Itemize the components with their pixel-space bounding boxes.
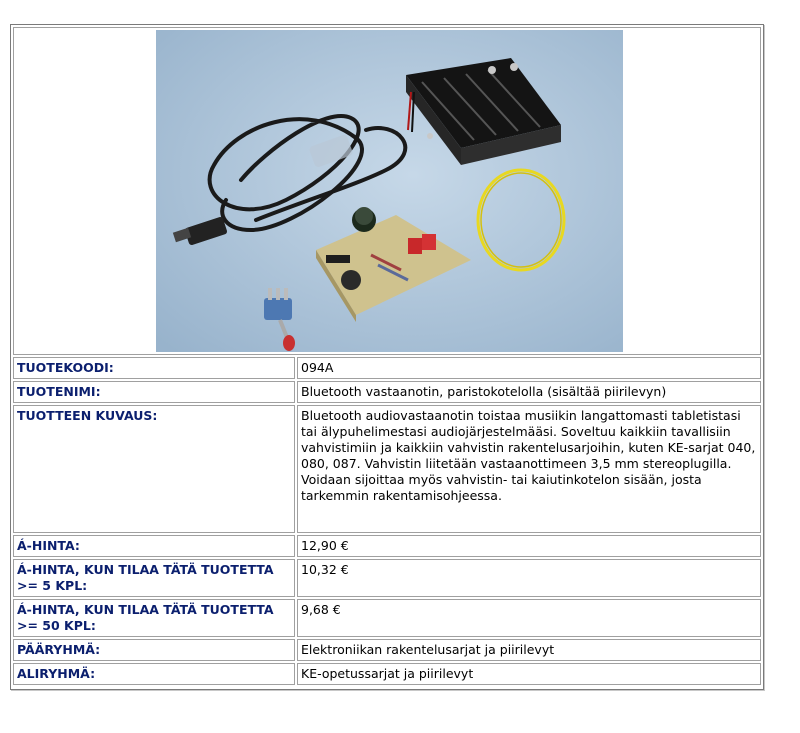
label-product-name: TUOTENIMI: [13, 381, 295, 403]
label-price-50-pcs: Á-HINTA, KUN TILAA TÄTÄ TUOTETTA >= 50 KPL: [13, 599, 295, 637]
value-product-code: 094A [297, 357, 761, 379]
product-photo [156, 30, 623, 352]
value-unit-price: 12,90 € [297, 535, 761, 557]
value-product-name: Bluetooth vastaanotin, paristokotelolla (sisältää piirilevyn) [297, 381, 761, 403]
value-sub-group: KE-opetussarjat ja piirilevyt [297, 663, 761, 685]
value-price-50-pcs: 9,68 € [297, 599, 761, 637]
label-main-group: PÄÄRYHMÄ: [13, 639, 295, 661]
label-unit-price: Á-HINTA: [13, 535, 295, 557]
label-price-5-pcs: Á-HINTA, KUN TILAA TÄTÄ TUOTETTA >= 5 KPL: [13, 559, 295, 597]
value-price-5-pcs: 10,32 € [297, 559, 761, 597]
value-main-group: Elektroniikan rakentelusarjat ja piirilevyt [297, 639, 761, 661]
product-table [10, 24, 764, 690]
label-product-code: TUOTEKOODI: [13, 357, 295, 379]
label-product-description: TUOTTEEN KUVAUS: [13, 405, 295, 533]
value-product-description: Bluetooth audiovastaanotin toistaa musiikin langattomasti tabletistasi tai älypuhelimestasi audiojärjestelmääsi. Soveltuu kaikkiin tavallisiin vahvistimiin ja kaikkiin vahvistin rakentelusarjoihin, kuten KE-sarjat 040, 080, 087. Vahvistin liitetään vastaanottimeen 3,5 mm stereoplugilla. Voidaan sijoittaa myös vahvistin- tai kaiutinkotelon sisään, josta tarkemmin rakentamisohjeessa. [297, 405, 761, 533]
product-photo-cell [13, 27, 761, 355]
label-sub-group: ALIRYHMÄ: [13, 663, 295, 685]
